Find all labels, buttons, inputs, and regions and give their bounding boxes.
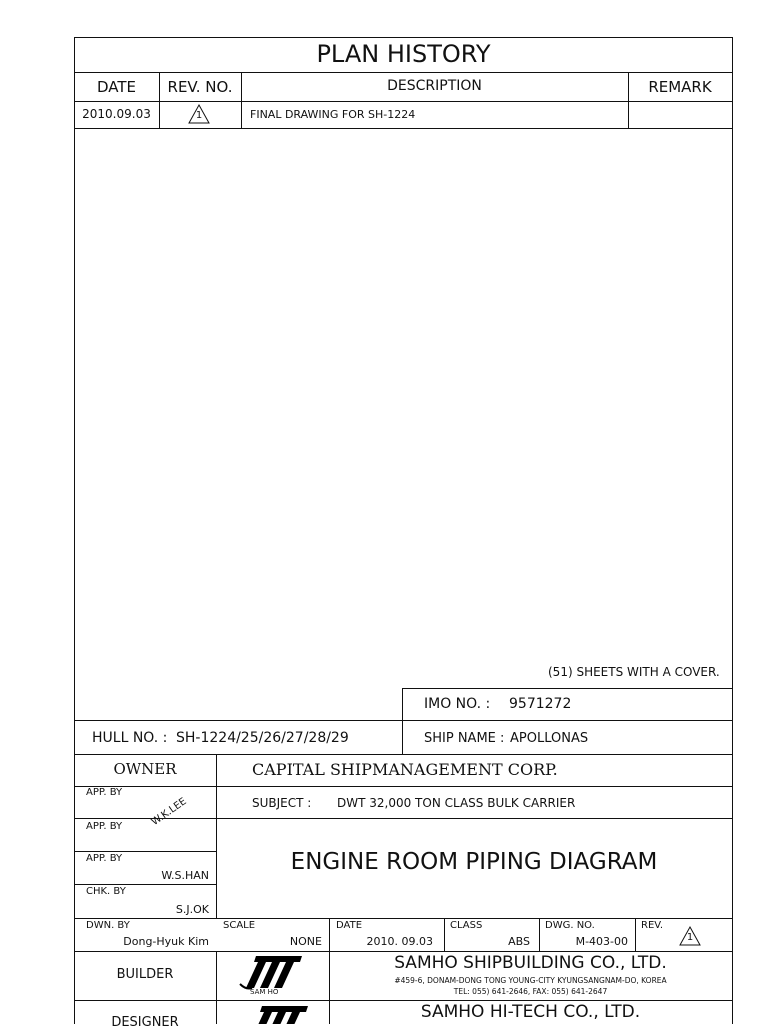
drawn-by-name: Dong-Hyuk Kim (123, 935, 209, 948)
hull-label: HULL NO. : (92, 730, 168, 746)
subject-value: DWT 32,000 TON CLASS BULK CARRIER (337, 796, 576, 810)
logo-caption: SAM HO (250, 988, 279, 996)
revision-date: 2010.09.03 (82, 107, 151, 121)
hull-number: SH-1224/25/26/27/28/29 (176, 730, 349, 746)
ship-name: APOLLONAS (510, 731, 589, 746)
date-label: DATE (336, 920, 363, 931)
revision-description: FINAL DRAWING FOR SH-1224 (250, 108, 416, 121)
revision-triangle-icon: 1 (188, 104, 210, 124)
scale-label: SCALE (223, 920, 256, 931)
builder-contact: TEL: 055) 641-2646, FAX: 055) 641-2647 (453, 987, 608, 996)
approver-signature: W.K.LEE (149, 796, 189, 828)
samho-logo (238, 954, 308, 998)
scale-value: NONE (289, 935, 322, 948)
builder-company: SAMHO SHIPBUILDING CO., LTD. (394, 953, 667, 973)
approval-label: APP. BY (86, 787, 123, 798)
date-column-header: DATE (96, 78, 137, 96)
revision-triangle-icon: 1 (679, 926, 701, 946)
imo-label: IMO NO. : (424, 696, 491, 712)
remark-column-header: REMARK (648, 78, 712, 96)
description-column-header: DESCRIPTION (387, 78, 482, 94)
owner-label: OWNER (113, 760, 177, 778)
sheets-note: (51) SHEETS WITH A COVER. (548, 665, 720, 679)
approval-label: APP. BY (86, 853, 123, 864)
designer-label: DESIGNER (111, 1015, 179, 1030)
rev-label: REV. (641, 920, 663, 931)
builder-address: #459-6, DONAM-DONG TONG YOUNG-CITY KYUNGSANGNAM-DO, KOREA (394, 976, 667, 985)
checker-name: S.J.OK (175, 903, 209, 916)
plan-history-title: PLAN HISTORY (316, 40, 491, 68)
drawn-by-label: DWN. BY (86, 920, 130, 931)
approval-label: APP. BY (86, 821, 123, 832)
drawing-title: ENGINE ROOM PIPING DIAGRAM (290, 849, 658, 875)
builder-label: BUILDER (116, 967, 174, 982)
designer-company: SAMHO HI-TECH CO., LTD. (420, 1002, 641, 1022)
imo-number: 9571272 (509, 696, 572, 712)
check-label: CHK. BY (86, 886, 126, 897)
date-value: 2010. 09.03 (366, 935, 433, 948)
dwg-no-value: M-403-00 (575, 935, 628, 948)
subject-label: SUBJECT : (252, 796, 312, 810)
rev-no-column-header: REV. NO. (167, 78, 233, 96)
owner-name: CAPITAL SHIPMANAGEMENT CORP. (252, 760, 558, 779)
approval-name: W.S.HAN (161, 869, 209, 882)
class-value: ABS (508, 935, 530, 948)
dwg-no-label: DWG. NO. (545, 920, 595, 931)
class-label: CLASS (450, 920, 483, 931)
ship-name-label: SHIP NAME : (424, 731, 505, 746)
samho-hitech-logo (244, 1004, 314, 1024)
